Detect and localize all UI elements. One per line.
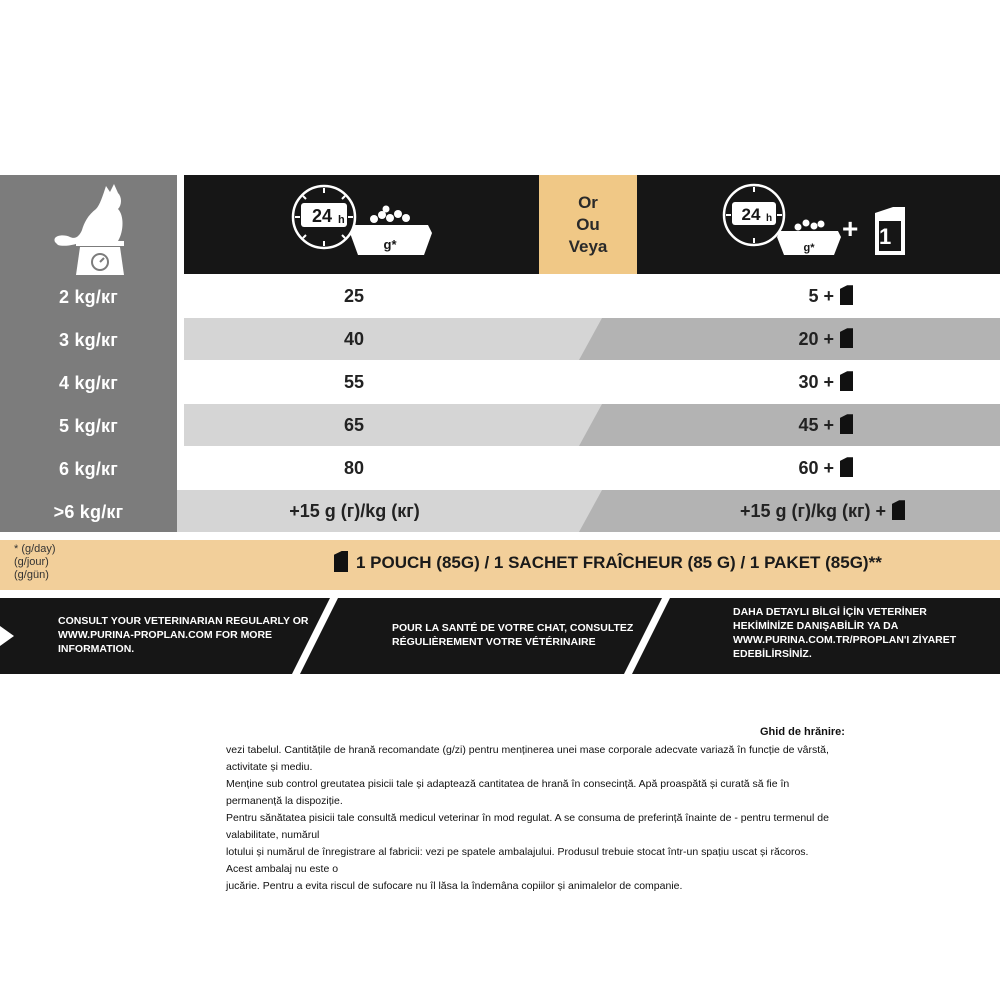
pouch-icon [892,500,905,520]
info-tr: DAHA DETAYLI BİLGİ İÇİN VETERİNER HEKİMİNİZE DANIŞABİLİR YA DA WWW.PURINA.COM.TR/PROPLAN'I ZİYARET EDEBİLİRSİNİZ. [733,606,957,660]
guide-line: lotului și numărul de înregistrare al fabricii: vezi pe spatele ambalajului. Produsul trebuie stocat într-un spațiu uscat și răcoros. Acest ambalaj nu este o [226,846,809,875]
unit-fr: (g/jour) [14,556,49,568]
grams-label-right: g* [803,242,815,254]
pouch-legend-text: 1 POUCH (85G) / 1 SACHET FRAÎCHEUR (85 G) / 1 PAKET (85G)** [356,553,882,572]
header-dry-food [184,175,539,274]
table-row [184,404,1000,446]
cat-on-scale-icon [0,175,177,275]
guide-line: vezi tabelul. Cantitățile de hrană recomandate (g/zi) pentru menținerea unei mase corporale adecvate variază în funcție de vârstă, activitate și mediu. [226,744,829,773]
dry-amount: 25 [343,286,365,306]
pouch-icon [840,371,853,391]
table-row [177,490,1000,532]
or-label-en: Or [578,192,598,212]
dry-amount: 40 [343,329,365,349]
pouch-icon [334,551,348,572]
mixed-amount: 30 + [633,361,1000,403]
dry-amount: 55 [343,372,365,392]
pouch-legend [334,553,882,574]
table-row [184,318,1000,360]
mixed-amount: 60 + [633,447,1000,489]
or-label-fr: Ou [576,214,600,234]
guide-line: jucărie. Pentru a evita riscul de sufocare nu îl lăsa la îndemâna copiilor și animalelor de companie. [226,880,683,892]
unit-en: * (g/day) [14,543,56,555]
mixed-amount: 5 + [633,275,1000,317]
or-separator [539,175,637,274]
guide-title: Ghid de hrănire: [760,726,845,738]
guide-line: Menține sub control greutatea pisicii tale și adaptează cantitatea de hrană în consecință. Apă proaspătă și curată să fie în permanență la dispoziție. [226,778,790,807]
table-row [184,361,1000,403]
weight-label-3kg: 3 kg/кг [59,330,118,350]
pouch-icon [840,457,853,477]
food-bowl-icon [344,205,439,270]
or-label-tr: Veya [568,236,608,256]
pouch-icon [840,285,853,305]
mixed-amount: +15 g (г)/kg (кг) + [605,490,1000,532]
header-mixed-food [637,175,1000,274]
svg-text:h: h [338,214,345,226]
weight-label-5kg: 5 kg/кг [59,416,118,436]
unit-tr: (g/gün) [14,569,49,581]
svg-text:24: 24 [741,205,761,224]
info-fr: POUR LA SANTÉ DE VOTRE CHAT, CONSULTEZ RÉGULIÈREMENT VOTRE VÉTÉRINAIRE [392,622,634,648]
hours-label: 24 [311,206,333,226]
weight-label-over-6kg: >6 kg/кг [53,502,124,522]
mixed-amount: 20 + [633,318,1000,360]
table-row [184,447,1000,489]
food-bowl-icon [774,215,844,265]
grams-label-left: g* [383,237,397,252]
info-en: CONSULT YOUR VETERINARIAN REGULARLY OR WWW.PURINA-PROPLAN.COM FOR MORE INFORMATION. [58,615,309,655]
table-row [184,275,1000,317]
guide-line: Pentru sănătatea pisicii tale consultă medicul veterinar în mod regulat. A se consuma de preferință înainte de - pentru termenul de valabilitate, numărul [226,812,829,841]
pouch-icon [840,328,853,348]
legend-units [14,543,56,582]
dry-amount: 65 [343,415,365,435]
pouch-icon [840,414,853,434]
plus-sign: + [842,213,859,244]
dry-amount: +15 g (г)/kg (кг) [289,501,420,521]
weight-label-4kg: 4 kg/кг [59,373,118,393]
guide-text [226,742,834,895]
weight-label-6kg: 6 kg/кг [59,459,118,479]
svg-text:h: h [766,213,773,224]
dry-amount: 80 [343,458,365,478]
pouch-count: 1 [879,224,892,249]
weight-label-2kg: 2 kg/кг [59,287,118,307]
mixed-amount: 45 + [633,404,1000,446]
info-bar [0,598,1000,674]
